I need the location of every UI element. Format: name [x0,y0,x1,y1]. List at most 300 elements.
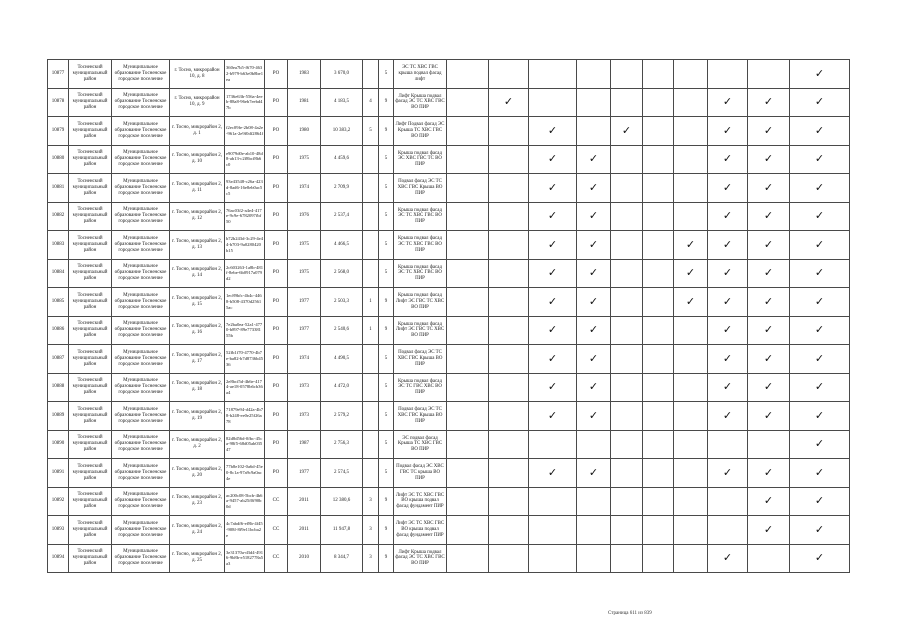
table-row [48,345,850,374]
period-cell [708,316,748,345]
period-cell [708,145,748,174]
period-cell [489,202,529,231]
period-cell [611,145,643,174]
check-mark-icon: ✓ [547,123,558,137]
period-cell [447,316,489,345]
district-cell: Тосненский муниципальный район [69,487,112,516]
check-mark-icon: ✓ [814,437,825,451]
check-mark-icon: ✓ [588,408,599,422]
period-cell [447,373,489,402]
address-cell: г. Тосно, микрорайон 2, д. 2 [170,430,225,459]
fias-code-cell: 2e8bcf5d-4b6e-4174-ae18-0578b6cb36a4 [225,373,265,402]
period-cell [529,402,577,431]
row-number-cell: 10891 [48,459,69,488]
period-cell [708,459,748,488]
period-cell [708,174,748,203]
period-cell [790,60,850,89]
entrances-cell [363,60,379,89]
area-cell: 2 537,4 [321,202,363,231]
address-cell: г. Тосно, микрорайон 2, д. 23 [170,487,225,516]
municipality-cell: Муниципальное образование Тосненское городское поселение [112,60,170,89]
check-mark-icon: ✓ [763,237,774,251]
period-cell [674,88,708,117]
works-list-cell: Лифт ЭС ТС ХВС ГВС ВО крыша подвал фасад фундамент ПИР [394,487,447,516]
period-cell [708,487,748,516]
works-list-cell: Лифт ЭС ТС ХВС ГВС ВО крыша подвал фасад фундамент ПИР [394,516,447,545]
floors-cell: 5 [379,430,394,459]
area-cell: 4 183,5 [321,88,363,117]
area-cell: 10 383,2 [321,117,363,146]
row-number-cell: 10894 [48,544,69,573]
entrances-cell [363,373,379,402]
period-cell [643,145,674,174]
district-cell: Тосненский муниципальный район [69,288,112,317]
check-mark-icon: ✓ [763,294,774,308]
area-cell: 4 490,5 [321,345,363,374]
check-mark-icon: ✓ [685,237,696,251]
period-cell [489,288,529,317]
period-cell [708,88,748,117]
period-cell [748,487,790,516]
works-list-cell: Крыша подвал фасад ЭС ТС ХВС ГВС ВО ПИР [394,202,447,231]
floors-cell: 9 [379,544,394,573]
period-cell [790,174,850,203]
address-cell: г. Тосно, микрорайон 2, д. 14 [170,259,225,288]
fund-method-cell: РО [265,202,288,231]
fias-code-cell: 7e2ba0ea-52a1-4770-b897-89e77338155b [225,316,265,345]
period-cell [529,88,577,117]
period-cell [577,174,611,203]
period-cell [643,316,674,345]
period-cell [577,402,611,431]
period-cell [577,145,611,174]
district-cell: Тосненский муниципальный район [69,459,112,488]
district-cell: Тосненский муниципальный район [69,88,112,117]
check-mark-icon: ✓ [763,494,774,508]
fund-method-cell: РО [265,145,288,174]
check-mark-icon: ✓ [763,351,774,365]
entrances-cell [363,402,379,431]
fias-code-cell: 82d8d56d-0fbc-45ca-98f5-68d05ab03547 [225,430,265,459]
period-cell [790,231,850,260]
address-cell: г. Тосно, микрорайон 2, д. 16 [170,316,225,345]
check-mark-icon: ✓ [547,465,558,479]
period-cell [748,544,790,573]
fias-code-cell: 1ec89bfc-4b4c-4468-b508-4370d25615ac [225,288,265,317]
program-table [47,59,850,573]
period-cell [611,402,643,431]
check-mark-icon: ✓ [814,380,825,394]
fias-code-cell: 4c7abdf6-ef8b-4f45-908f-8f9e11bcba2e [225,516,265,545]
period-cell [577,231,611,260]
period-cell [643,202,674,231]
check-mark-icon: ✓ [814,209,825,223]
row-number-cell: 10879 [48,117,69,146]
period-cell [447,288,489,317]
period-cell [708,402,748,431]
period-cell [674,402,708,431]
period-cell [674,60,708,89]
period-cell [529,202,577,231]
period-cell [708,430,748,459]
table-row [48,259,850,288]
period-cell [708,259,748,288]
period-cell [674,516,708,545]
period-cell [643,544,674,573]
floors-cell: 5 [379,345,394,374]
fund-method-cell: РО [265,316,288,345]
check-mark-icon: ✓ [814,237,825,251]
period-cell [489,544,529,573]
table-row [48,316,850,345]
check-mark-icon: ✓ [763,522,774,536]
row-number-cell: 10877 [48,60,69,89]
period-cell [529,373,577,402]
period-cell [489,430,529,459]
check-mark-icon: ✓ [722,209,733,223]
period-cell [577,430,611,459]
year-built-cell: 1974 [288,345,321,374]
period-cell [674,487,708,516]
fias-code-cell: 93e43548-c26a-423d-8ad6-16e8eb0ac5c5 [225,174,265,203]
period-cell [708,231,748,260]
area-cell: 2 756,3 [321,430,363,459]
period-cell [529,145,577,174]
floors-cell: 5 [379,145,394,174]
fias-code-cell: 3e31370a-d3d4-4916-9b8b-e5182778a5a3 [225,544,265,573]
row-number-cell: 10885 [48,288,69,317]
year-built-cell: 1976 [288,202,321,231]
period-cell [748,117,790,146]
row-number-cell: 10887 [48,345,69,374]
check-mark-icon: ✓ [588,237,599,251]
period-cell [674,345,708,374]
address-cell: г. Тосно, микрорайон 2, д. 20 [170,459,225,488]
period-cell [489,117,529,146]
fias-code-cell: 360ea7b5-f670-4632-b979-b63e0b8be1ea [225,60,265,89]
period-cell [708,544,748,573]
address-cell: г. Тосно, микрорайон 10, д. 8 [170,60,225,89]
period-cell [674,430,708,459]
municipality-cell: Муниципальное образование Тосненское городское поселение [112,88,170,117]
entrances-cell [363,430,379,459]
check-mark-icon: ✓ [763,465,774,479]
period-cell [577,288,611,317]
period-cell [643,60,674,89]
area-cell: 2 709,9 [321,174,363,203]
table-row [48,373,850,402]
address-cell: г. Тосно, микрорайон 2, д. 17 [170,345,225,374]
address-cell: г. Тосно, микрорайон 2, д. 1 [170,117,225,146]
area-cell: 2 579,2 [321,402,363,431]
period-cell [489,459,529,488]
period-cell [611,516,643,545]
table-row [48,117,850,146]
period-cell [708,117,748,146]
period-cell [790,516,850,545]
period-cell [611,459,643,488]
period-cell [529,259,577,288]
row-number-cell: 10889 [48,402,69,431]
check-mark-icon: ✓ [722,123,733,137]
check-mark-icon: ✓ [547,323,558,337]
address-cell: г. Тосно, микрорайон 2, д. 15 [170,288,225,317]
check-mark-icon: ✓ [588,380,599,394]
row-number-cell: 10893 [48,516,69,545]
municipality-cell: Муниципальное образование Тосненское городское поселение [112,516,170,545]
address-cell: г. Тосно, микрорайон 2, д. 24 [170,516,225,545]
period-cell [577,202,611,231]
check-mark-icon: ✓ [763,152,774,166]
check-mark-icon: ✓ [763,209,774,223]
floors-cell: 9 [379,88,394,117]
year-built-cell: 1977 [288,288,321,317]
period-cell [529,231,577,260]
works-list-cell: ЭС ТС ХВС ГВС крыша подвал фасад лифт [394,60,447,89]
works-list-cell: Подвал фасад ЭС ТС ХВС ГВС Крыша ВО ПИР [394,345,447,374]
period-cell [674,459,708,488]
works-list-cell: Крыша подвал фасад ЭС ТС ГВС ХВС ВО ПИР [394,373,447,402]
floors-cell: 9 [379,288,394,317]
fund-method-cell: РО [265,88,288,117]
period-cell [748,174,790,203]
table-row [48,459,850,488]
check-mark-icon: ✓ [722,152,733,166]
period-cell [643,288,674,317]
year-built-cell: 1974 [288,174,321,203]
check-mark-icon: ✓ [588,323,599,337]
table-row [48,174,850,203]
municipality-cell: Муниципальное образование Тосненское городское поселение [112,259,170,288]
municipality-cell: Муниципальное образование Тосненское городское поселение [112,459,170,488]
table-row [48,88,850,117]
works-list-cell: ЭС подвал фасад Крыша ТС ХВС ГВС ВО ПИР [394,430,447,459]
period-cell [708,202,748,231]
period-cell [643,516,674,545]
entrances-cell [363,231,379,260]
year-built-cell: 1973 [288,402,321,431]
check-mark-icon: ✓ [814,494,825,508]
entrances-cell: 4 [363,88,379,117]
municipality-cell: Муниципальное образование Тосненское городское поселение [112,487,170,516]
period-cell [748,60,790,89]
check-mark-icon: ✓ [814,266,825,280]
period-cell [748,231,790,260]
period-cell [611,174,643,203]
municipality-cell: Муниципальное образование Тосненское городское поселение [112,231,170,260]
period-cell [643,345,674,374]
period-cell [790,145,850,174]
table-row [48,430,850,459]
year-built-cell: 1980 [288,117,321,146]
period-cell [748,202,790,231]
period-cell [489,345,529,374]
municipality-cell: Муниципальное образование Тосненское городское поселение [112,117,170,146]
fias-code-cell: 77b8e102-0a6d-45e0-8c1a-97a9c9a0ac4e [225,459,265,488]
row-number-cell: 10881 [48,174,69,203]
check-mark-icon: ✓ [763,180,774,194]
municipality-cell: Муниципальное образование Тосненское городское поселение [112,402,170,431]
year-built-cell: 1977 [288,459,321,488]
period-cell [447,88,489,117]
entrances-cell: 3 [363,487,379,516]
period-cell [447,174,489,203]
fund-method-cell: РО [265,345,288,374]
period-cell [447,345,489,374]
area-cell: 4 472,0 [321,373,363,402]
period-cell [643,487,674,516]
entrances-cell [363,145,379,174]
table-row [48,288,850,317]
period-cell [577,487,611,516]
year-built-cell: 2011 [288,516,321,545]
works-list-cell: Крыша подвал фасад ЭС ТС ХВС ГВС ВО ПИР [394,259,447,288]
table-body [48,60,850,573]
period-cell [790,459,850,488]
year-built-cell: 1975 [288,231,321,260]
period-cell [577,373,611,402]
area-cell: 3 670,0 [321,60,363,89]
period-cell [643,117,674,146]
district-cell: Тосненский муниципальный район [69,516,112,545]
district-cell: Тосненский муниципальный район [69,316,112,345]
check-mark-icon: ✓ [763,266,774,280]
period-cell [447,459,489,488]
period-cell [447,487,489,516]
check-mark-icon: ✓ [588,266,599,280]
floors-cell: 9 [379,487,394,516]
period-cell [489,259,529,288]
table-row [48,202,850,231]
period-cell [708,345,748,374]
entrances-cell [363,459,379,488]
check-mark-icon: ✓ [814,294,825,308]
floors-cell: 9 [379,117,394,146]
period-cell [529,459,577,488]
table-row [48,544,850,573]
period-cell [674,231,708,260]
area-cell: 12 380,6 [321,487,363,516]
municipality-cell: Муниципальное образование Тосненское городское поселение [112,430,170,459]
period-cell [674,288,708,317]
period-cell [529,60,577,89]
district-cell: Тосненский муниципальный район [69,60,112,89]
check-mark-icon: ✓ [547,380,558,394]
row-number-cell: 10880 [48,145,69,174]
check-mark-icon: ✓ [814,152,825,166]
municipality-cell: Муниципальное образование Тосненское городское поселение [112,345,170,374]
period-cell [577,516,611,545]
check-mark-icon: ✓ [814,66,825,80]
table-row [48,402,850,431]
fund-method-cell: СС [265,516,288,545]
row-number-cell: 10884 [48,259,69,288]
period-cell [529,487,577,516]
period-cell [577,88,611,117]
table-row [48,145,850,174]
entrances-cell [363,202,379,231]
floors-cell: 5 [379,373,394,402]
period-cell [447,402,489,431]
period-cell [489,60,529,89]
period-cell [674,316,708,345]
check-mark-icon: ✓ [814,551,825,565]
year-built-cell: 1983 [288,60,321,89]
period-cell [674,373,708,402]
period-cell [529,544,577,573]
address-cell: г. Тосно, микрорайон 2, д. 11 [170,174,225,203]
fund-method-cell: СС [265,487,288,516]
period-cell [674,145,708,174]
check-mark-icon: ✓ [763,323,774,337]
check-mark-icon: ✓ [685,294,696,308]
check-mark-icon: ✓ [722,237,733,251]
period-cell [577,544,611,573]
fund-method-cell: СС [265,544,288,573]
municipality-cell: Муниципальное образование Тосненское городское поселение [112,174,170,203]
works-list-cell: Подвал фасад ЭС ТС ХВС ГВС Крыша ВО ПИР [394,174,447,203]
district-cell: Тосненский муниципальный район [69,373,112,402]
check-mark-icon: ✓ [814,522,825,536]
check-mark-icon: ✓ [763,380,774,394]
period-cell [790,544,850,573]
period-cell [611,259,643,288]
check-mark-icon: ✓ [722,351,733,365]
period-cell [643,373,674,402]
fund-method-cell: РО [265,259,288,288]
entrances-cell: 3 [363,516,379,545]
page-number: Страница 611 из 839 [608,611,652,616]
check-mark-icon: ✓ [722,465,733,479]
district-cell: Тосненский муниципальный район [69,345,112,374]
period-cell [748,373,790,402]
works-list-cell: Лифт Крыша подвал фасад ЭС ТС ХВС ГВС ВО ПИР [394,88,447,117]
period-cell [611,231,643,260]
period-cell [748,516,790,545]
period-cell [577,345,611,374]
check-mark-icon: ✓ [547,266,558,280]
check-mark-icon: ✓ [814,123,825,137]
period-cell [529,288,577,317]
municipality-cell: Муниципальное образование Тосненское городское поселение [112,288,170,317]
period-cell [611,288,643,317]
period-cell [611,60,643,89]
period-cell [611,345,643,374]
entrances-cell [363,345,379,374]
municipality-cell: Муниципальное образование Тосненское городское поселение [112,202,170,231]
period-cell [643,174,674,203]
area-cell: 2 540,6 [321,316,363,345]
period-cell [447,430,489,459]
period-cell [529,117,577,146]
period-cell [529,516,577,545]
area-cell: 8 344,7 [321,544,363,573]
floors-cell: 5 [379,402,394,431]
check-mark-icon: ✓ [547,294,558,308]
floors-cell: 5 [379,259,394,288]
check-mark-icon: ✓ [621,123,632,137]
period-cell [447,231,489,260]
row-number-cell: 10890 [48,430,69,459]
works-list-cell: Крыша подвал фасад ЭС ХВС ГВС ТС ВО ПИР [394,145,447,174]
period-cell [529,345,577,374]
period-cell [674,544,708,573]
period-cell [748,259,790,288]
period-cell [447,145,489,174]
row-number-cell: 10886 [48,316,69,345]
period-cell [643,459,674,488]
floors-cell: 9 [379,316,394,345]
